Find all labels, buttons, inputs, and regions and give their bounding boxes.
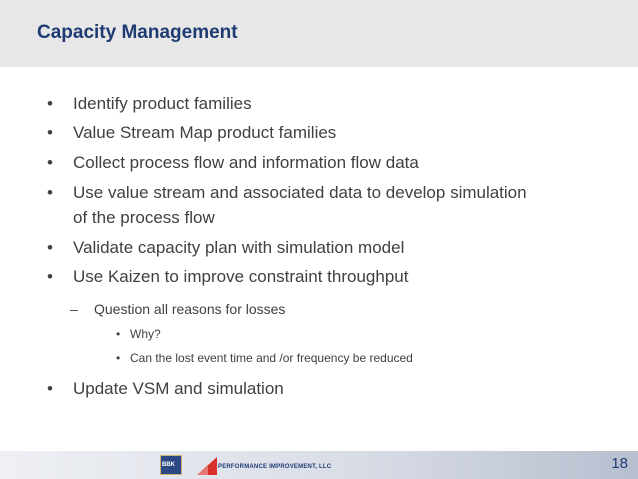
bullet-text: Collect process flow and information flow data [73, 153, 419, 172]
bullet-text: Update VSM and simulation [73, 379, 284, 398]
sub-sub-bullet-marker: • [116, 327, 121, 341]
slide-title: Capacity Management [37, 22, 238, 43]
performance-improvement-logo-text: PERFORMANCE IMPROVEMENT, LLC [218, 464, 332, 470]
bullet-text: Validate capacity plan with simulation model [73, 238, 405, 257]
bullet-marker: • [47, 267, 53, 286]
bullet-text-continuation: of the process flow [73, 208, 215, 227]
bullet-marker: • [47, 94, 53, 113]
performance-improvement-logo-icon [196, 454, 218, 476]
bbk-logo-text: BBK [162, 462, 175, 468]
bullet-marker: • [47, 183, 53, 202]
sub-bullet-text: Question all reasons for losses [94, 301, 286, 317]
bullet-marker: • [47, 153, 53, 172]
bullet-text: Value Stream Map product families [73, 123, 337, 142]
sub-sub-bullet-text: Why? [130, 327, 161, 341]
bullet-marker: • [47, 238, 53, 257]
sub-sub-bullet-text: Can the lost event time and /or frequency be reduced [130, 351, 413, 365]
bullet-text: Use Kaizen to improve constraint throughput [73, 267, 409, 286]
bullet-text: Identify product families [73, 94, 252, 113]
sub-sub-bullet-marker: • [116, 351, 121, 365]
page-number: 18 [611, 455, 628, 472]
bullet-marker: • [47, 379, 53, 398]
bullet-text: Use value stream and associated data to develop simulation [73, 183, 527, 202]
sub-bullet-marker: – [70, 301, 78, 317]
bullet-marker: • [47, 123, 53, 142]
